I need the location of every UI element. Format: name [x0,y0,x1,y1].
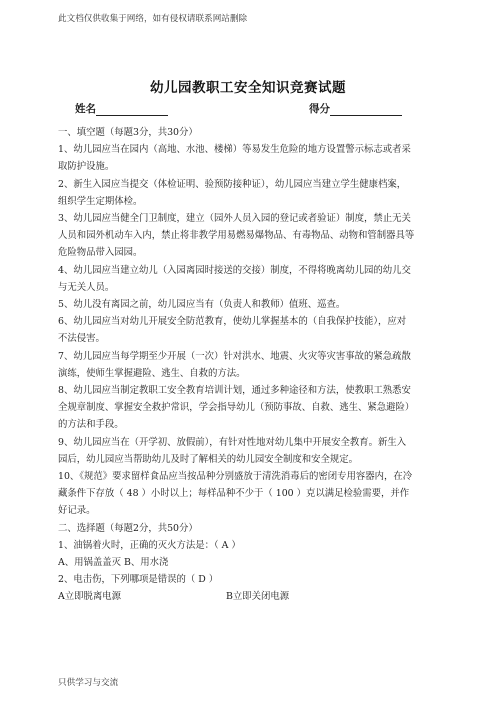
score-blank-line[interactable] [330,104,402,116]
question-line: 2、电击伤，下列哪项是错误的（ D ） [58,574,219,586]
answer-options-row [58,588,442,605]
text-line: 好记录。 [58,505,96,517]
text-line: 5、幼儿没有离园之前，幼儿园应当有（负责人和教师）值班、巡查。 [58,299,346,311]
section-heading-fill-in: 一、填空题（每题3分，共30分） [58,127,198,138]
section-heading-choice: 二、选择题（每题2分，共50分） [58,522,198,534]
text-line: 取防护设施。 [58,161,115,173]
name-blank-line[interactable] [96,104,168,116]
name-label: 姓名 [75,103,96,115]
name-field[interactable] [75,101,168,116]
text-line: 10、《规范》要求留样食品应当按品种分别盛放于清洗消毒后的密闭专用容器内，在冷 [58,471,413,483]
footer-note: 只供学习与交流 [58,678,119,688]
text-line: 藏条件下存放（ 48 ）小时以上；每样品种不少于（ 100 ）克以满足检验需要，并作 [58,488,410,500]
info-row [75,101,435,115]
header-note: 此文档仅供收集于网络，如有侵权请联系网站删除 [58,14,248,24]
option-b: B立即关闭电源 [226,591,290,603]
text-line: 3、幼儿园应当健全门卫制度，建立（园外人员入园的登记或者验证）制度，禁止无关 [58,213,411,225]
text-line: 全规章制度、掌握安全救护常识，学会指导幼儿（预防事故、自救、逃生、紧急避险） [58,402,415,414]
text-line: 不法侵害。 [58,333,105,345]
text-line: 园后，幼儿园应当帮助幼儿及时了解相关的幼儿园安全制度和安全规定。 [58,453,359,465]
text-line: 人员和园外机动车入内，禁止将非教学用易燃易爆物品、有毒物品、动物和管制器具等 [58,230,415,242]
score-field[interactable] [309,101,402,116]
text-line: 2、新生入园应当提交（体检证明、验预防接种证），幼儿园应当建立学生健康档案， [58,178,407,190]
text-line: 组织学生定期体检。 [58,195,143,207]
text-line: 4、幼儿园应当建立幼儿（入园离园时接送的交接）制度，不得将晚离幼儿园的幼儿交 [58,264,411,276]
text-line: 的方法和手段。 [58,419,124,431]
text-line: 8、幼儿园应当制定教职工安全教育培训计划，通过多种途径和方法，使教职工熟悉安 [58,385,411,397]
page-title: 幼儿园教职工安全知识竞赛试题 [150,80,346,96]
text-line: 危险物品带入园园。 [58,247,143,259]
option-a: A立即脱离电源 [58,591,122,603]
score-label: 得分 [309,103,330,115]
text-line: 6、幼儿园应当对幼儿开展安全防范教育，使幼儿掌握基本的（自我保护技能），应对 [58,316,407,328]
text-line: 与无关人员。 [58,281,115,293]
question-line: 1、油锅着火时，正确的灭火方法是：（ A ） [58,539,241,551]
text-line: 7、幼儿园应当每学期至少开展（一次）针对洪水、地震、火灾等灾害事故的紧急疏散 [58,350,411,362]
text-line: 1、幼儿园应当在园内（高地、水池、楼梯）等易发生危险的地方设置警示标志或者采 [58,144,411,156]
text-line: 9、幼儿园应当在（开学初、放假前），有针对性地对幼儿集中开展安全教育。新生入 [58,436,407,448]
answer-options-line: A、用锅盖盖灭 B、用水浇 [58,557,169,569]
document-body [58,124,442,606]
text-line: 演练，使师生掌握避险、逃生、自救的方法。 [58,367,246,379]
